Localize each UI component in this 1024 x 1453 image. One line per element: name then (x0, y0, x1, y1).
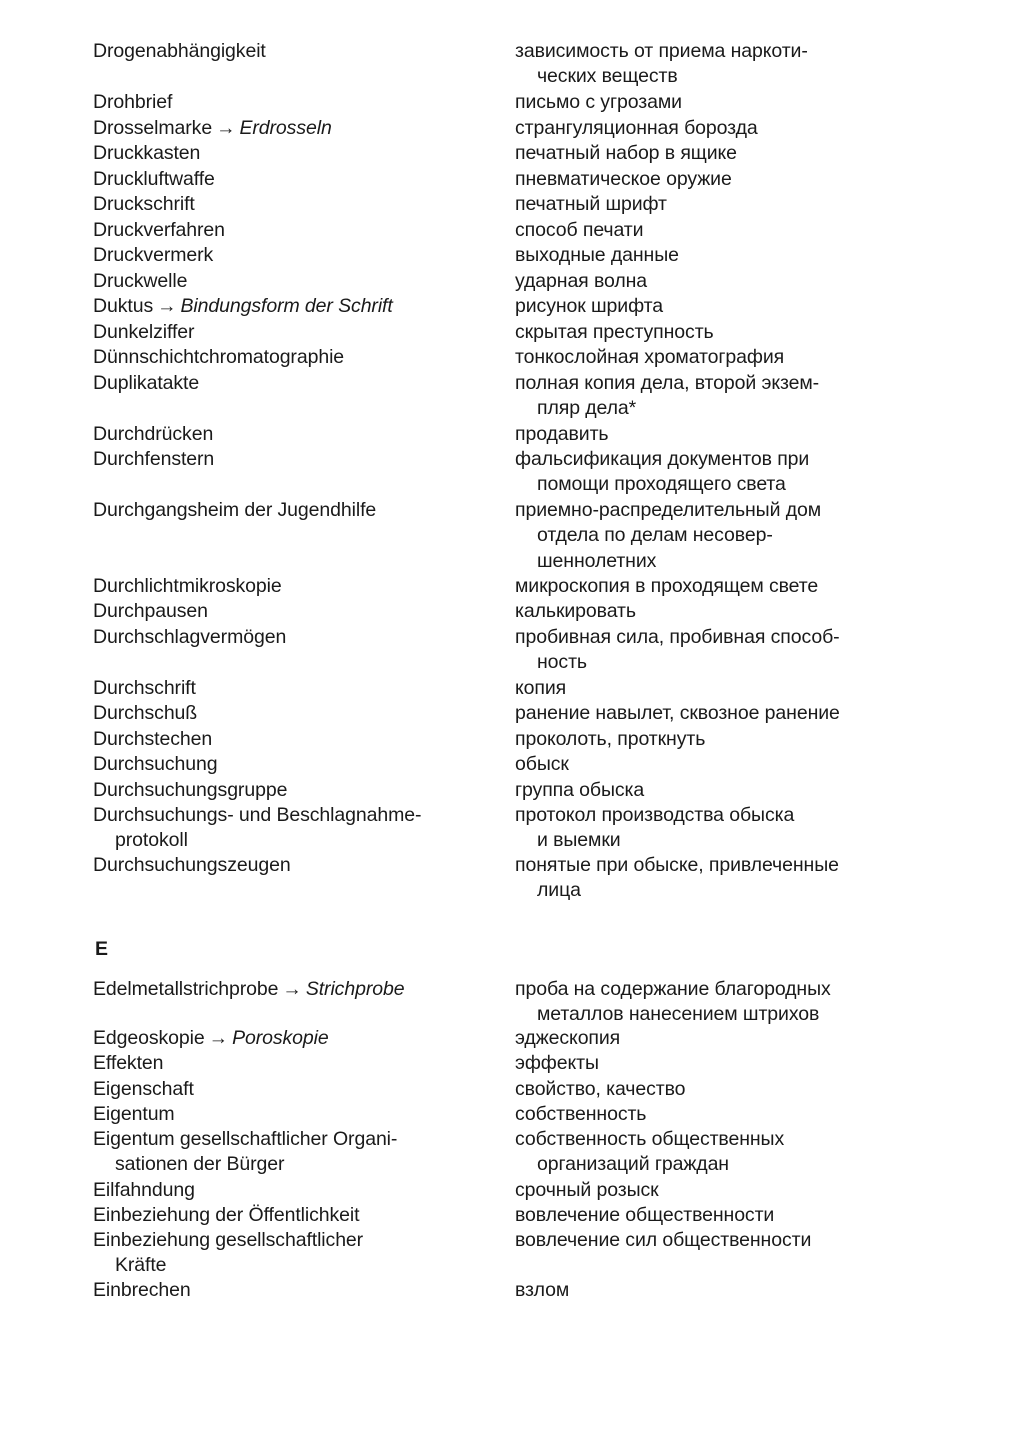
entry-de (93, 218, 493, 243)
entry-de (93, 625, 493, 650)
term-ru: странгуляционная борозда (515, 117, 758, 139)
entry-ru (515, 1228, 1015, 1253)
term-ru: понятые при обыске, привлеченные (515, 854, 839, 876)
term-de: Durchschrift (93, 677, 196, 699)
term-ru-cont: организаций граждан (537, 1153, 729, 1176)
entry-de (93, 778, 493, 803)
term-de: Einbeziehung der Öffentlichkeit (93, 1204, 360, 1226)
entry-de (93, 422, 493, 447)
term-de: Durchfenstern (93, 448, 215, 470)
term-ru: приемно-распределительный дом (515, 499, 822, 521)
entry-de (93, 1178, 493, 1203)
entry-ru (515, 447, 1015, 498)
term-ru: скрытая преступность (515, 321, 714, 343)
entry-ru (515, 803, 1015, 854)
entry-de (93, 447, 493, 472)
entry-ru (515, 727, 1015, 752)
term-de-cont: sationen der Bürger (115, 1153, 285, 1176)
term-de (93, 977, 493, 1002)
entry-ru (515, 977, 1015, 1028)
entry-de (93, 192, 493, 217)
entry-ru (515, 90, 1015, 115)
term-de: Druckkasten (93, 142, 201, 164)
term-ru: пробивная сила, пробивная способ- (515, 626, 840, 648)
term-de: Eigenschaft (93, 1078, 194, 1100)
term-de: Durchsuchungsgruppe (93, 779, 288, 801)
term-ru-cont: ческих веществ (537, 65, 678, 88)
entry-ru (515, 1127, 1015, 1178)
entry-de (93, 1228, 493, 1279)
entry-de (93, 1278, 493, 1303)
term-ru: взлом (515, 1279, 570, 1301)
term-de: Durchpausen (93, 600, 208, 622)
entry-de (93, 498, 493, 523)
entry-de (93, 294, 493, 319)
term-de: Durchsuchung (93, 753, 218, 775)
term-de: Druckverfahren (93, 219, 225, 241)
term-de: Einbeziehung gesellschaftlicher (93, 1229, 364, 1251)
cross-reference: Strichprobe (305, 978, 405, 1000)
entry-de (93, 1077, 493, 1102)
term-ru: пневматическое оружие (515, 168, 732, 190)
entry-de (93, 243, 493, 268)
term-ru: выходные данные (515, 244, 679, 266)
entry-ru (515, 320, 1015, 345)
entry-de (93, 676, 493, 701)
term-ru: зависимость от приема наркоти- (515, 40, 808, 62)
entry-de (93, 727, 493, 752)
see-arrow-icon: → (282, 978, 302, 1000)
entry-de (93, 1102, 493, 1127)
term-de (93, 116, 493, 141)
entry-de (93, 141, 493, 166)
entry-de (93, 1203, 493, 1228)
term-de: Durchstechen (93, 728, 213, 750)
term-de: Effekten (93, 1052, 164, 1074)
entry-ru (515, 141, 1015, 166)
entry-ru (515, 243, 1015, 268)
entry-ru (515, 192, 1015, 217)
entry-ru (515, 1026, 1015, 1051)
entry-ru (515, 371, 1015, 422)
entry-de (93, 320, 493, 345)
entry-de (93, 167, 493, 192)
cross-reference: Erdrosseln (239, 117, 332, 139)
term-de: Durchsuchungszeugen (93, 854, 291, 876)
term-ru: группа обыска (515, 779, 645, 801)
entry-de (93, 269, 493, 294)
term-de-text: Edelmetallstrichprobe (93, 978, 279, 1000)
entry-ru (515, 1203, 1015, 1228)
entry-ru (515, 422, 1015, 447)
term-ru: копия (515, 677, 567, 699)
term-ru-cont: помощи проходящего света (537, 473, 786, 496)
term-de: Durchlichtmikroskopie (93, 575, 282, 597)
term-ru: ранение навылет, сквозное ранение (515, 702, 840, 724)
term-de-text: Duktus (93, 295, 154, 317)
see-arrow-icon: → (216, 117, 236, 139)
entry-ru (515, 701, 1015, 726)
entry-de (93, 574, 493, 599)
entry-de (93, 116, 493, 141)
entry-de (93, 39, 493, 64)
term-ru-cont: металлов нанесением штрихов (537, 1003, 820, 1026)
term-ru: собственность (515, 1103, 647, 1125)
term-ru: письмо с угрозами (515, 91, 682, 113)
term-de: Dunkelziffer (93, 321, 195, 343)
term-de: Drogenabhängigkeit (93, 40, 266, 62)
entry-de (93, 1127, 493, 1178)
term-de-text: Drosselmarke (93, 117, 213, 139)
term-ru: фальсификация документов при (515, 448, 810, 470)
term-de: Eigentum (93, 1103, 175, 1125)
term-ru: печатный шрифт (515, 193, 667, 215)
entry-de (93, 1026, 493, 1051)
term-de: Durchschuß (93, 702, 198, 724)
term-de: Durchschlagvermögen (93, 626, 287, 648)
term-de: Durchdrücken (93, 423, 214, 445)
term-de: Duplikatakte (93, 372, 200, 394)
term-ru: собственность общественных (515, 1128, 785, 1150)
term-ru: вовлечение общественности (515, 1204, 775, 1226)
term-ru-cont: ность (537, 651, 587, 674)
see-arrow-icon: → (157, 295, 177, 317)
term-de (93, 1026, 493, 1051)
term-de-cont: Kräfte (115, 1254, 167, 1277)
term-de-cont: protokoll (115, 829, 188, 852)
term-ru: проба на содержание благородных (515, 978, 831, 1000)
entry-de (93, 977, 493, 1002)
entry-ru (515, 498, 1015, 574)
entry-ru (515, 853, 1015, 904)
term-ru: свойство, качество (515, 1078, 686, 1100)
term-ru: микроскопия в проходящем свете (515, 575, 819, 597)
cross-reference: Bindungsform der Schrift (180, 295, 393, 317)
term-ru: рисунок шрифта (515, 295, 663, 317)
entry-ru (515, 1102, 1015, 1127)
entry-ru (515, 599, 1015, 624)
term-ru: полная копия дела, второй экзем- (515, 372, 820, 394)
term-ru: тонкослойная хроматография (515, 346, 785, 368)
term-ru: обыск (515, 753, 569, 775)
entry-ru (515, 269, 1015, 294)
entry-ru (515, 1178, 1015, 1203)
entry-ru (515, 1051, 1015, 1076)
term-ru: эджескопия (515, 1027, 621, 1049)
term-ru: ударная волна (515, 270, 648, 292)
entry-de (93, 599, 493, 624)
section-heading: E (95, 938, 109, 960)
entry-ru (515, 676, 1015, 701)
cross-reference: Poroskopie (232, 1027, 329, 1049)
term-ru: печатный набор в ящике (515, 142, 737, 164)
term-de: Druckwelle (93, 270, 188, 292)
see-arrow-icon: → (208, 1027, 229, 1049)
entry-de (93, 90, 493, 115)
term-de: Einbrechen (93, 1279, 191, 1301)
entry-ru (515, 1278, 1015, 1303)
entry-de (93, 853, 493, 878)
term-de: Druckluftwaffe (93, 168, 215, 190)
term-ru-cont: и выемки (537, 829, 621, 852)
term-de: Dünnschichtchromatographie (93, 346, 345, 368)
entry-ru (515, 294, 1015, 319)
term-ru-cont: лица (537, 879, 581, 902)
term-de: Drohbrief (93, 91, 173, 113)
term-de-text: Edgeoskopie (93, 1027, 205, 1049)
term-de: Eilfahndung (93, 1179, 195, 1201)
term-ru: срочный розыск (515, 1179, 659, 1201)
entry-de (93, 752, 493, 777)
entry-ru (515, 218, 1015, 243)
term-ru: способ печати (515, 219, 644, 241)
term-ru: калькировать (515, 600, 636, 622)
entry-de (93, 701, 493, 726)
term-de: Eigentum gesellschaftlicher Organi- (93, 1128, 398, 1150)
term-ru: эффекты (515, 1052, 599, 1074)
term-ru: вовлечение сил общественности (515, 1229, 812, 1251)
term-de: Druckschrift (93, 193, 195, 215)
entry-ru (515, 574, 1015, 599)
term-ru-cont: пляр дела* (537, 397, 637, 420)
entry-ru (515, 778, 1015, 803)
entry-ru (515, 167, 1015, 192)
term-de: Druckvermerk (93, 244, 214, 266)
entry-ru (515, 625, 1015, 676)
term-ru-cont: отдела по делам несовер- (537, 524, 773, 547)
entry-de (93, 803, 493, 854)
entry-ru (515, 1077, 1015, 1102)
entry-ru (515, 752, 1015, 777)
term-de: Durchgangsheim der Jugendhilfe (93, 499, 377, 521)
term-de (93, 294, 493, 319)
term-ru: продавить (515, 423, 609, 445)
term-de: Durchsuchungs- und Beschlagnahme- (93, 804, 422, 826)
entry-de (93, 345, 493, 370)
term-ru: проколоть, проткнуть (515, 728, 706, 750)
entry-de (93, 371, 493, 396)
entry-ru (515, 345, 1015, 370)
term-ru-cont: шеннолетних (537, 549, 657, 572)
entry-de (93, 1051, 493, 1076)
entry-ru (515, 39, 1015, 90)
entry-ru (515, 116, 1015, 141)
term-ru: протокол производства обыска (515, 804, 795, 826)
